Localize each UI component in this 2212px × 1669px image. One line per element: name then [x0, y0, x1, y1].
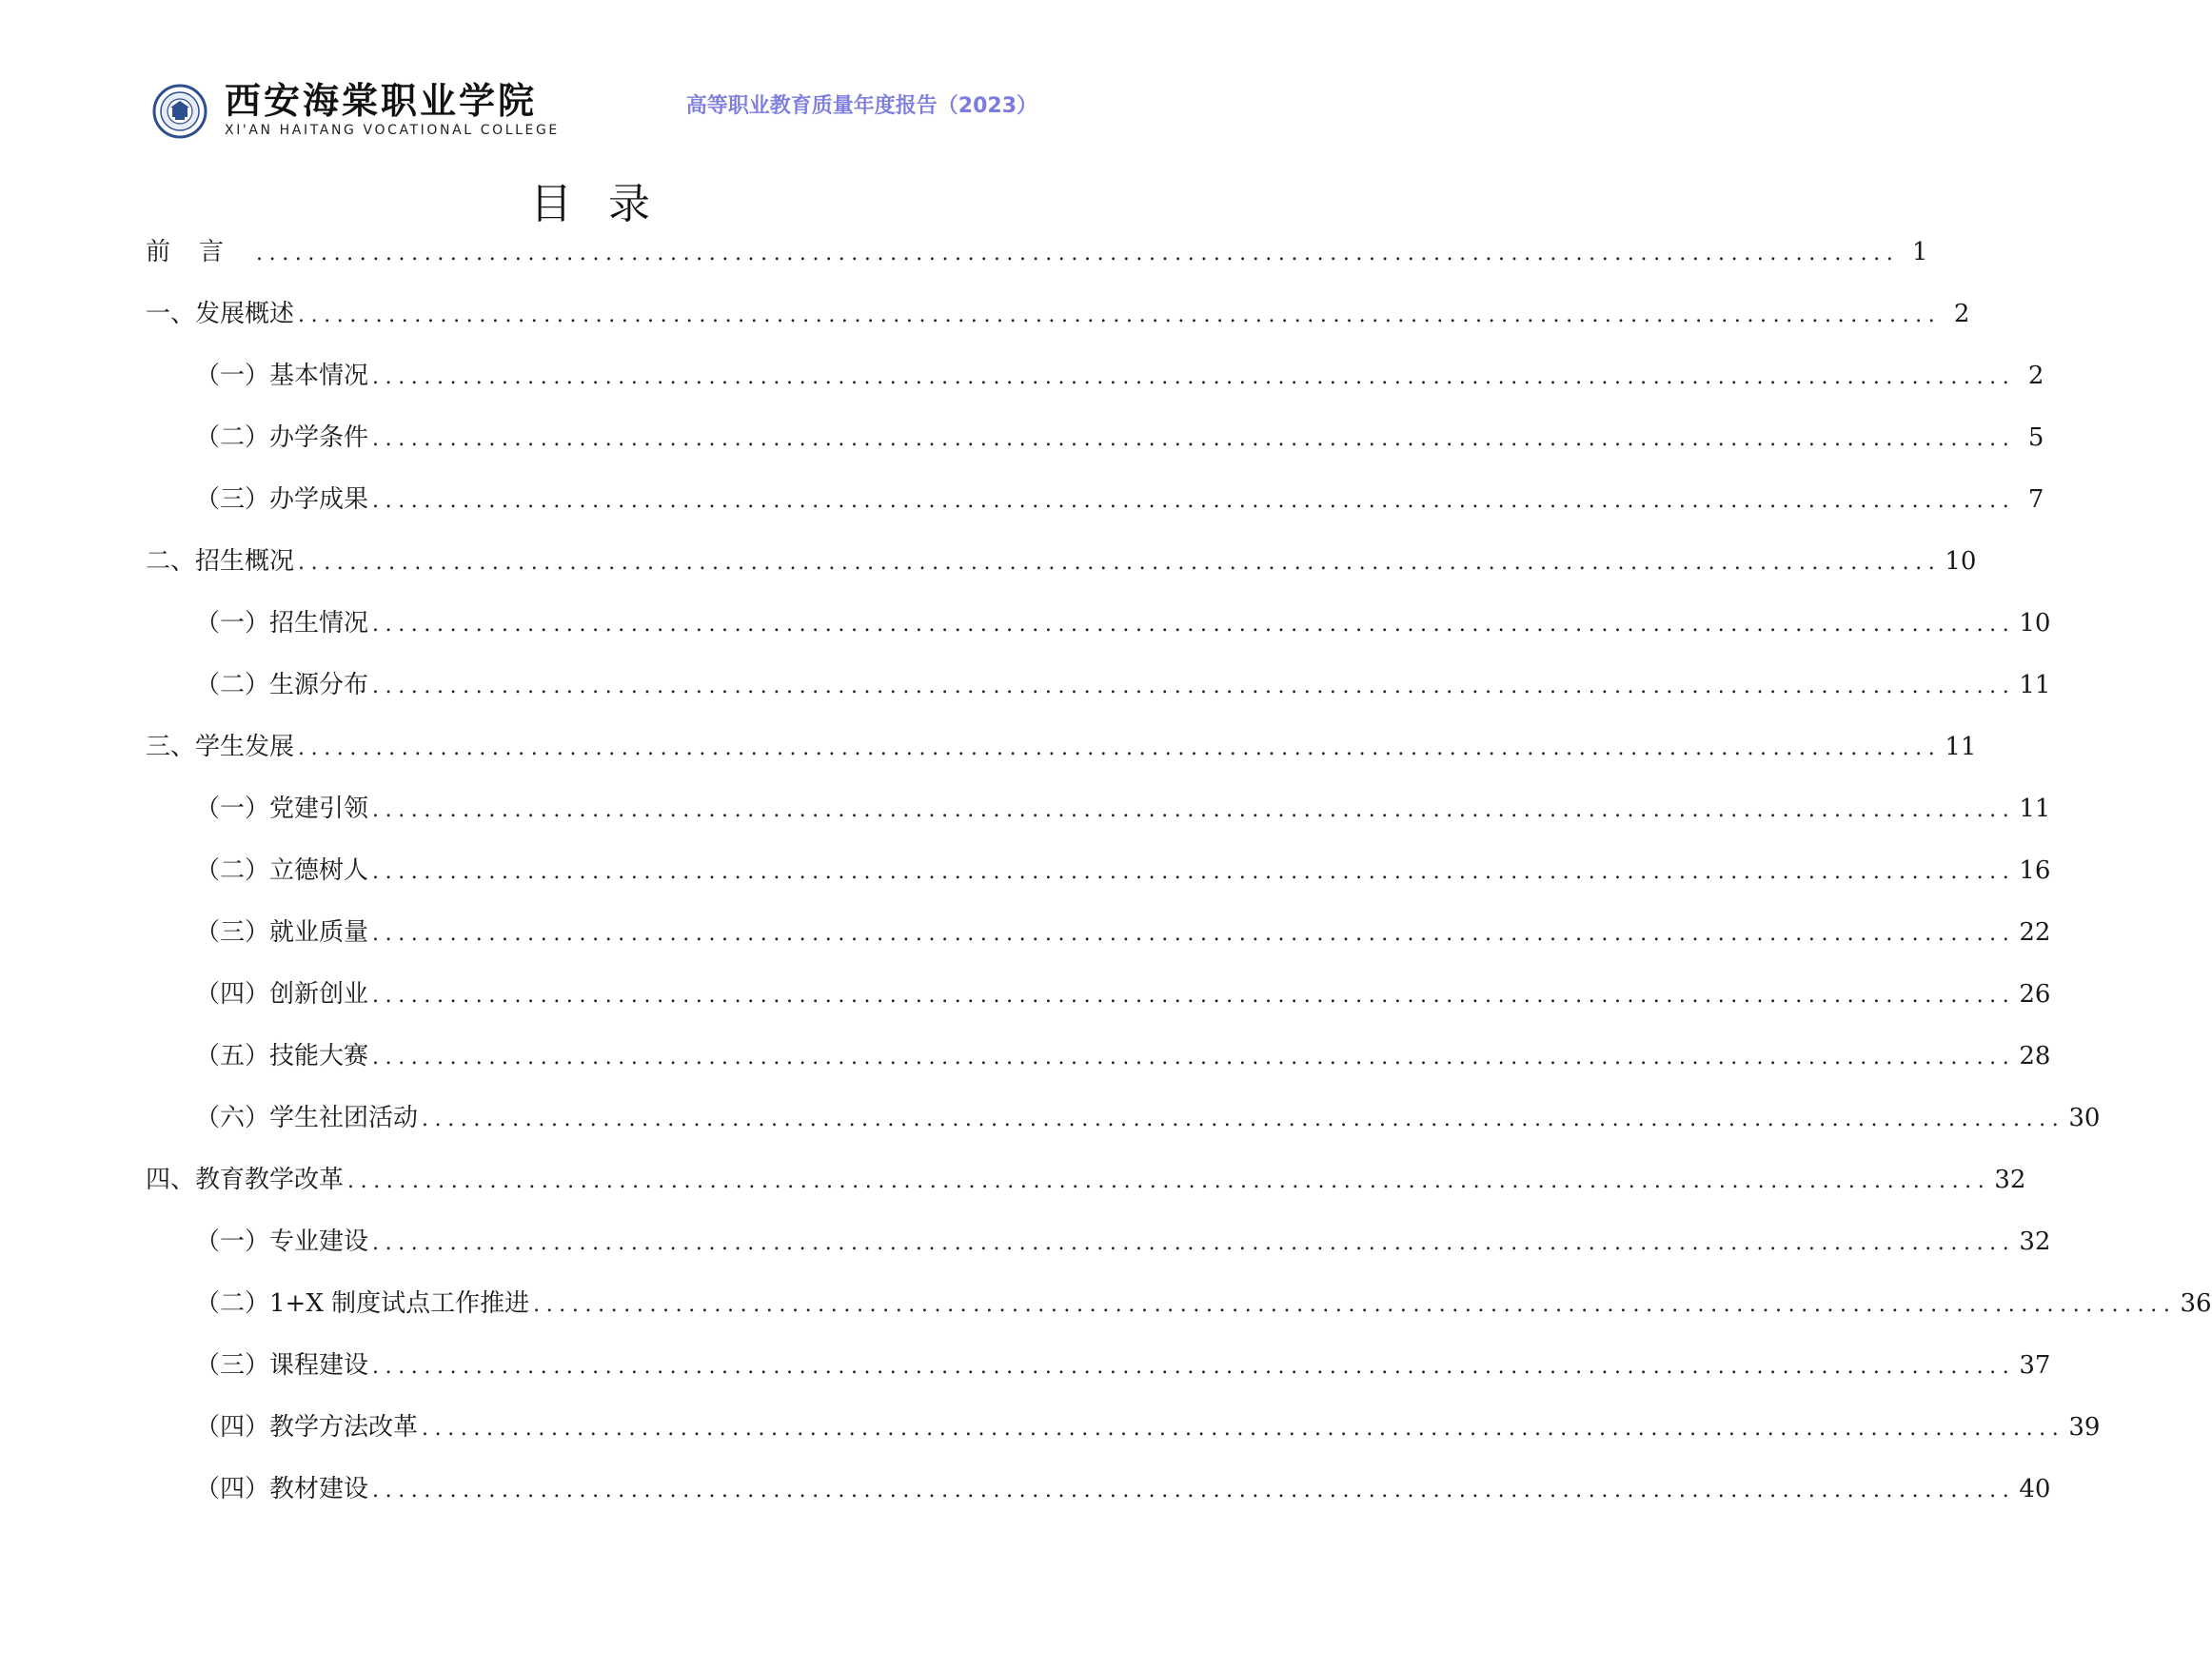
toc-entry-page: 11	[1945, 733, 1977, 761]
toc-entry-page: 2	[1953, 300, 1970, 328]
toc-entry-label: （二）生源分布	[195, 671, 369, 699]
toc-entry[interactable]	[146, 1287, 2212, 1349]
toc-entry[interactable]	[146, 731, 1977, 793]
toc-leader-dots: ...............................................................................................................................	[372, 427, 2016, 451]
toc-heading: 目录	[530, 180, 686, 228]
toc-leader-dots: ...............................................................................................................................	[372, 984, 2016, 1008]
toc-entry-label: （一）招生情况	[195, 609, 369, 638]
toc-leader-dots: ...............................................................................................................................	[372, 365, 2016, 389]
toc-entry[interactable]	[146, 545, 1977, 607]
toc-entry[interactable]	[146, 978, 2051, 1040]
toc-leader-dots: ...............................................................................................................................	[372, 489, 2016, 513]
toc-entry-label: （五）技能大赛	[195, 1042, 369, 1070]
toc-leader-dots: ...............................................................................................................................	[256, 242, 1900, 265]
toc-entry[interactable]	[146, 360, 2044, 422]
toc-entry[interactable]	[146, 916, 2051, 978]
toc-leader-dots: ...............................................................................................................................	[372, 1355, 2016, 1379]
toc-entry[interactable]	[146, 1102, 2101, 1164]
toc-entry[interactable]	[146, 1164, 2026, 1226]
toc-entry-page: 28	[2019, 1042, 2051, 1070]
toc-entry-label: 三、学生发展	[146, 733, 295, 761]
toc-entry[interactable]	[146, 1349, 2051, 1411]
toc-entry[interactable]	[146, 607, 2051, 669]
toc-entry[interactable]	[146, 854, 2051, 916]
toc-entry-page: 22	[2019, 918, 2051, 947]
toc-leader-dots: ...............................................................................................................................	[298, 551, 1942, 575]
toc-entry[interactable]	[146, 1473, 2051, 1535]
toc-entry-label: （三）课程建设	[195, 1351, 369, 1380]
toc-entry[interactable]	[146, 793, 2051, 854]
toc-entry-page: 40	[2019, 1475, 2051, 1503]
toc-entry-label: （二）立德树人	[195, 856, 369, 885]
toc-leader-dots: ...............................................................................................................................	[298, 304, 1942, 327]
college-name-en: XI'AN HAITANG VOCATIONAL COLLEGE	[225, 123, 560, 138]
toc-entry[interactable]	[146, 1226, 2051, 1287]
toc-entry[interactable]	[146, 1040, 2051, 1102]
toc-leader-dots: ...............................................................................................................................	[372, 1046, 2016, 1070]
toc-entry-label: 二、招生概况	[146, 547, 295, 576]
toc-leader-dots: ...............................................................................................................................	[298, 736, 1942, 760]
toc-entry[interactable]	[146, 236, 1928, 298]
toc-entry-page: 32	[1994, 1166, 2026, 1194]
toc-entry-label: （四）教材建设	[195, 1475, 369, 1503]
toc-leader-dots: ...............................................................................................................................	[372, 613, 2016, 637]
college-seal-icon	[152, 84, 207, 139]
toc-entry-page: 16	[2019, 856, 2051, 885]
toc-leader-dots: ...............................................................................................................................	[372, 675, 2016, 698]
toc-entry-page: 36	[2180, 1289, 2212, 1318]
toc-leader-dots: ...............................................................................................................................	[533, 1293, 2177, 1317]
toc-entry-label: （二）办学条件	[195, 423, 369, 452]
toc-entry-page: 7	[2027, 485, 2044, 514]
toc-entry[interactable]	[146, 483, 2044, 545]
toc-leader-dots: ...............................................................................................................................	[422, 1108, 2065, 1131]
toc-entry-page: 30	[2068, 1104, 2101, 1132]
toc-entry-label: （六）学生社团活动	[195, 1104, 419, 1132]
toc-entry-label: （一）专业建设	[195, 1227, 369, 1256]
toc-entry-label: （一）党建引领	[195, 795, 369, 823]
toc-entry[interactable]	[146, 1411, 2101, 1473]
toc-entry-page: 11	[2019, 795, 2051, 823]
toc-entry-label: 四、教育教学改革	[146, 1166, 345, 1194]
toc-entry-label: （四）创新创业	[195, 980, 369, 1009]
toc-leader-dots: ...............................................................................................................................	[347, 1169, 1991, 1193]
toc-entry[interactable]	[146, 422, 2044, 483]
toc-entry-page: 5	[2027, 423, 2044, 452]
toc-entry-page: 10	[1945, 547, 1977, 576]
toc-leader-dots: ...............................................................................................................................	[372, 1479, 2016, 1502]
toc-entry-page: 37	[2019, 1351, 2051, 1380]
toc-entry-page: 26	[2019, 980, 2051, 1009]
toc-leader-dots: ...............................................................................................................................	[372, 1231, 2016, 1255]
toc-entry-label: （一）基本情况	[195, 362, 369, 390]
toc-entry[interactable]	[146, 298, 1970, 360]
toc-entry-page: 11	[2019, 671, 2051, 699]
toc-entry-page: 10	[2019, 609, 2051, 638]
college-name-cn: 西安海棠职业学院	[225, 79, 538, 122]
toc-leader-dots: ...............................................................................................................................	[372, 798, 2016, 822]
toc-entry-label: （三）办学成果	[195, 485, 369, 514]
toc-entry-label: 前言	[146, 238, 253, 266]
toc-entry-label: （二）1+X 制度试点工作推进	[195, 1289, 530, 1318]
toc-entry-page: 39	[2068, 1413, 2101, 1442]
table-of-contents	[146, 236, 2212, 1535]
toc-entry-page: 32	[2019, 1227, 2051, 1256]
toc-entry-label: （四）教学方法改革	[195, 1413, 419, 1442]
toc-entry-page: 2	[2027, 362, 2044, 390]
toc-entry-label: 一、发展概述	[146, 300, 295, 328]
page-header	[0, 0, 1180, 152]
toc-leader-dots: ...............................................................................................................................	[372, 860, 2016, 884]
toc-leader-dots: ...............................................................................................................................	[422, 1417, 2065, 1441]
report-title: 高等职业教育质量年度报告（2023）	[685, 94, 1037, 118]
toc-leader-dots: ...............................................................................................................................	[372, 922, 2016, 946]
toc-entry[interactable]	[146, 669, 2051, 731]
toc-entry-page: 1	[1911, 238, 1928, 266]
toc-entry-label: （三）就业质量	[195, 918, 369, 947]
